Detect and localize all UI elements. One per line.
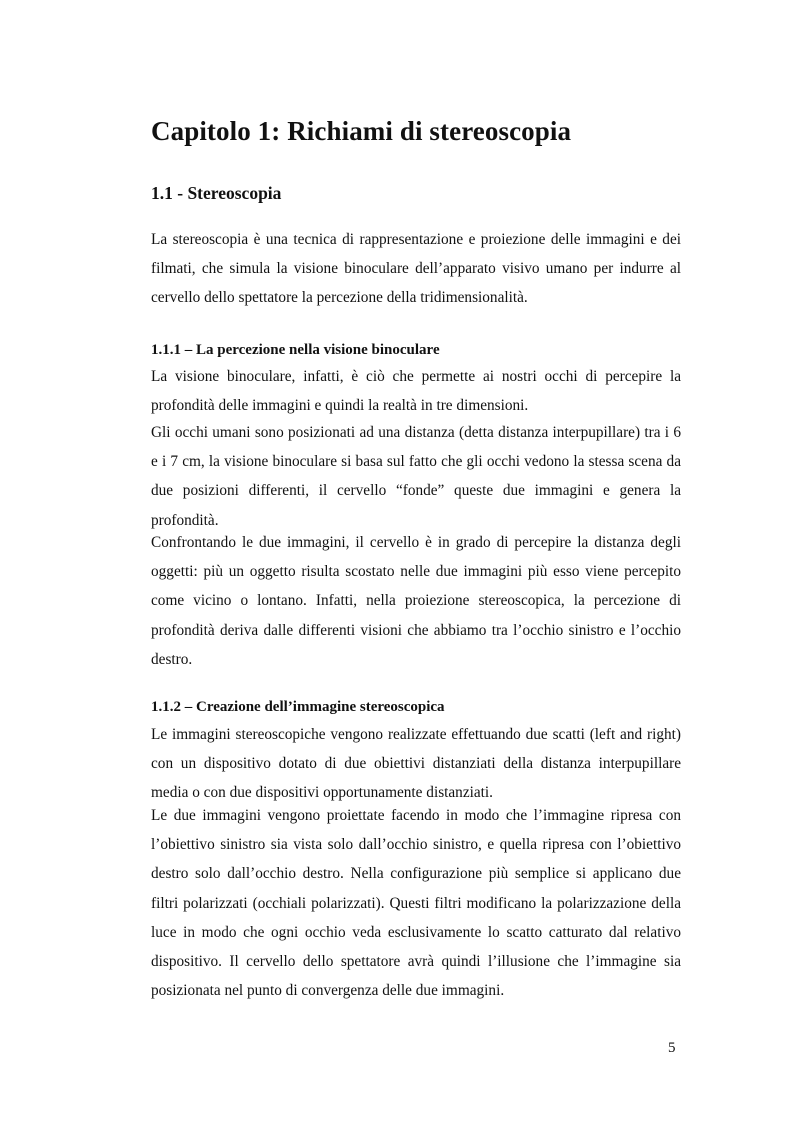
subsection-heading: 1.1.2 – Creazione dell’immagine stereoscopica	[151, 699, 445, 715]
paragraph: La visione binoculare, infatti, è ciò che permette ai nostri occhi di percepire la profondità delle immagini e quindi la realtà in tre dimensioni.	[151, 368, 681, 415]
chapter-title: Capitolo 1: Richiami di stereoscopia	[151, 116, 572, 146]
section-heading: 1.1 - Stereoscopia	[151, 183, 282, 203]
subsection-heading: 1.1.1 – La percezione nella visione binoculare	[151, 342, 440, 358]
paragraph: Confrontando le due immagini, il cervello è in grado di percepire la distanza degli oggetti: più un oggetto risulta scostato nelle due immagini più esso viene percepito come vicino o lontano. Infatti, nella proiezione stereoscopica, la percezione di profondità deriva dalle differenti visioni che abbiamo tra l’occhio sinistro e l’occhio destro.	[151, 534, 681, 668]
page-number: 5	[668, 1040, 676, 1056]
paragraph: Le immagini stereoscopiche vengono realizzate effettuando due scatti (left and right) con un dispositivo dotato di due obiettivi distanziati della distanza interpupillare media o con due dispositivi opportunamente distanziati.	[151, 726, 681, 802]
paragraph: Le due immagini vengono proiettate facendo in modo che l’immagine ripresa con l’obiettivo sinistro sia vista solo dall’occhio sinistro, e quella ripresa con l’obiettivo destro solo dall’occhio destro. Nella configurazione più semplice si applicano due filtri polarizzati (occhiali polarizzati). Questi filtri modificano la polarizzazione della luce in modo che ogni occhio veda esclusivamente lo scatto catturato dal relativo dispositivo. Il cervello dello spettatore avrà quindi l’illusione che l’immagine sia posizionata nel punto di convergenza delle due immagini.	[151, 807, 681, 1000]
paragraph: Gli occhi umani sono posizionati ad una distanza (detta distanza interpupillare) tra i 6 e i 7 cm, la visione binoculare si basa sul fatto che gli occhi vedono la stessa scena da due posizioni differenti, il cervello “fonde” queste due immagini e genera la profondità.	[151, 424, 681, 529]
section-intro-paragraph: La stereoscopia è una tecnica di rappresentazione e proiezione delle immagini e dei filmati, che simula la visione binoculare dell’apparato visivo umano per indurre al cervello dello spettatore la percezione della tridimensionalità.	[151, 231, 681, 307]
